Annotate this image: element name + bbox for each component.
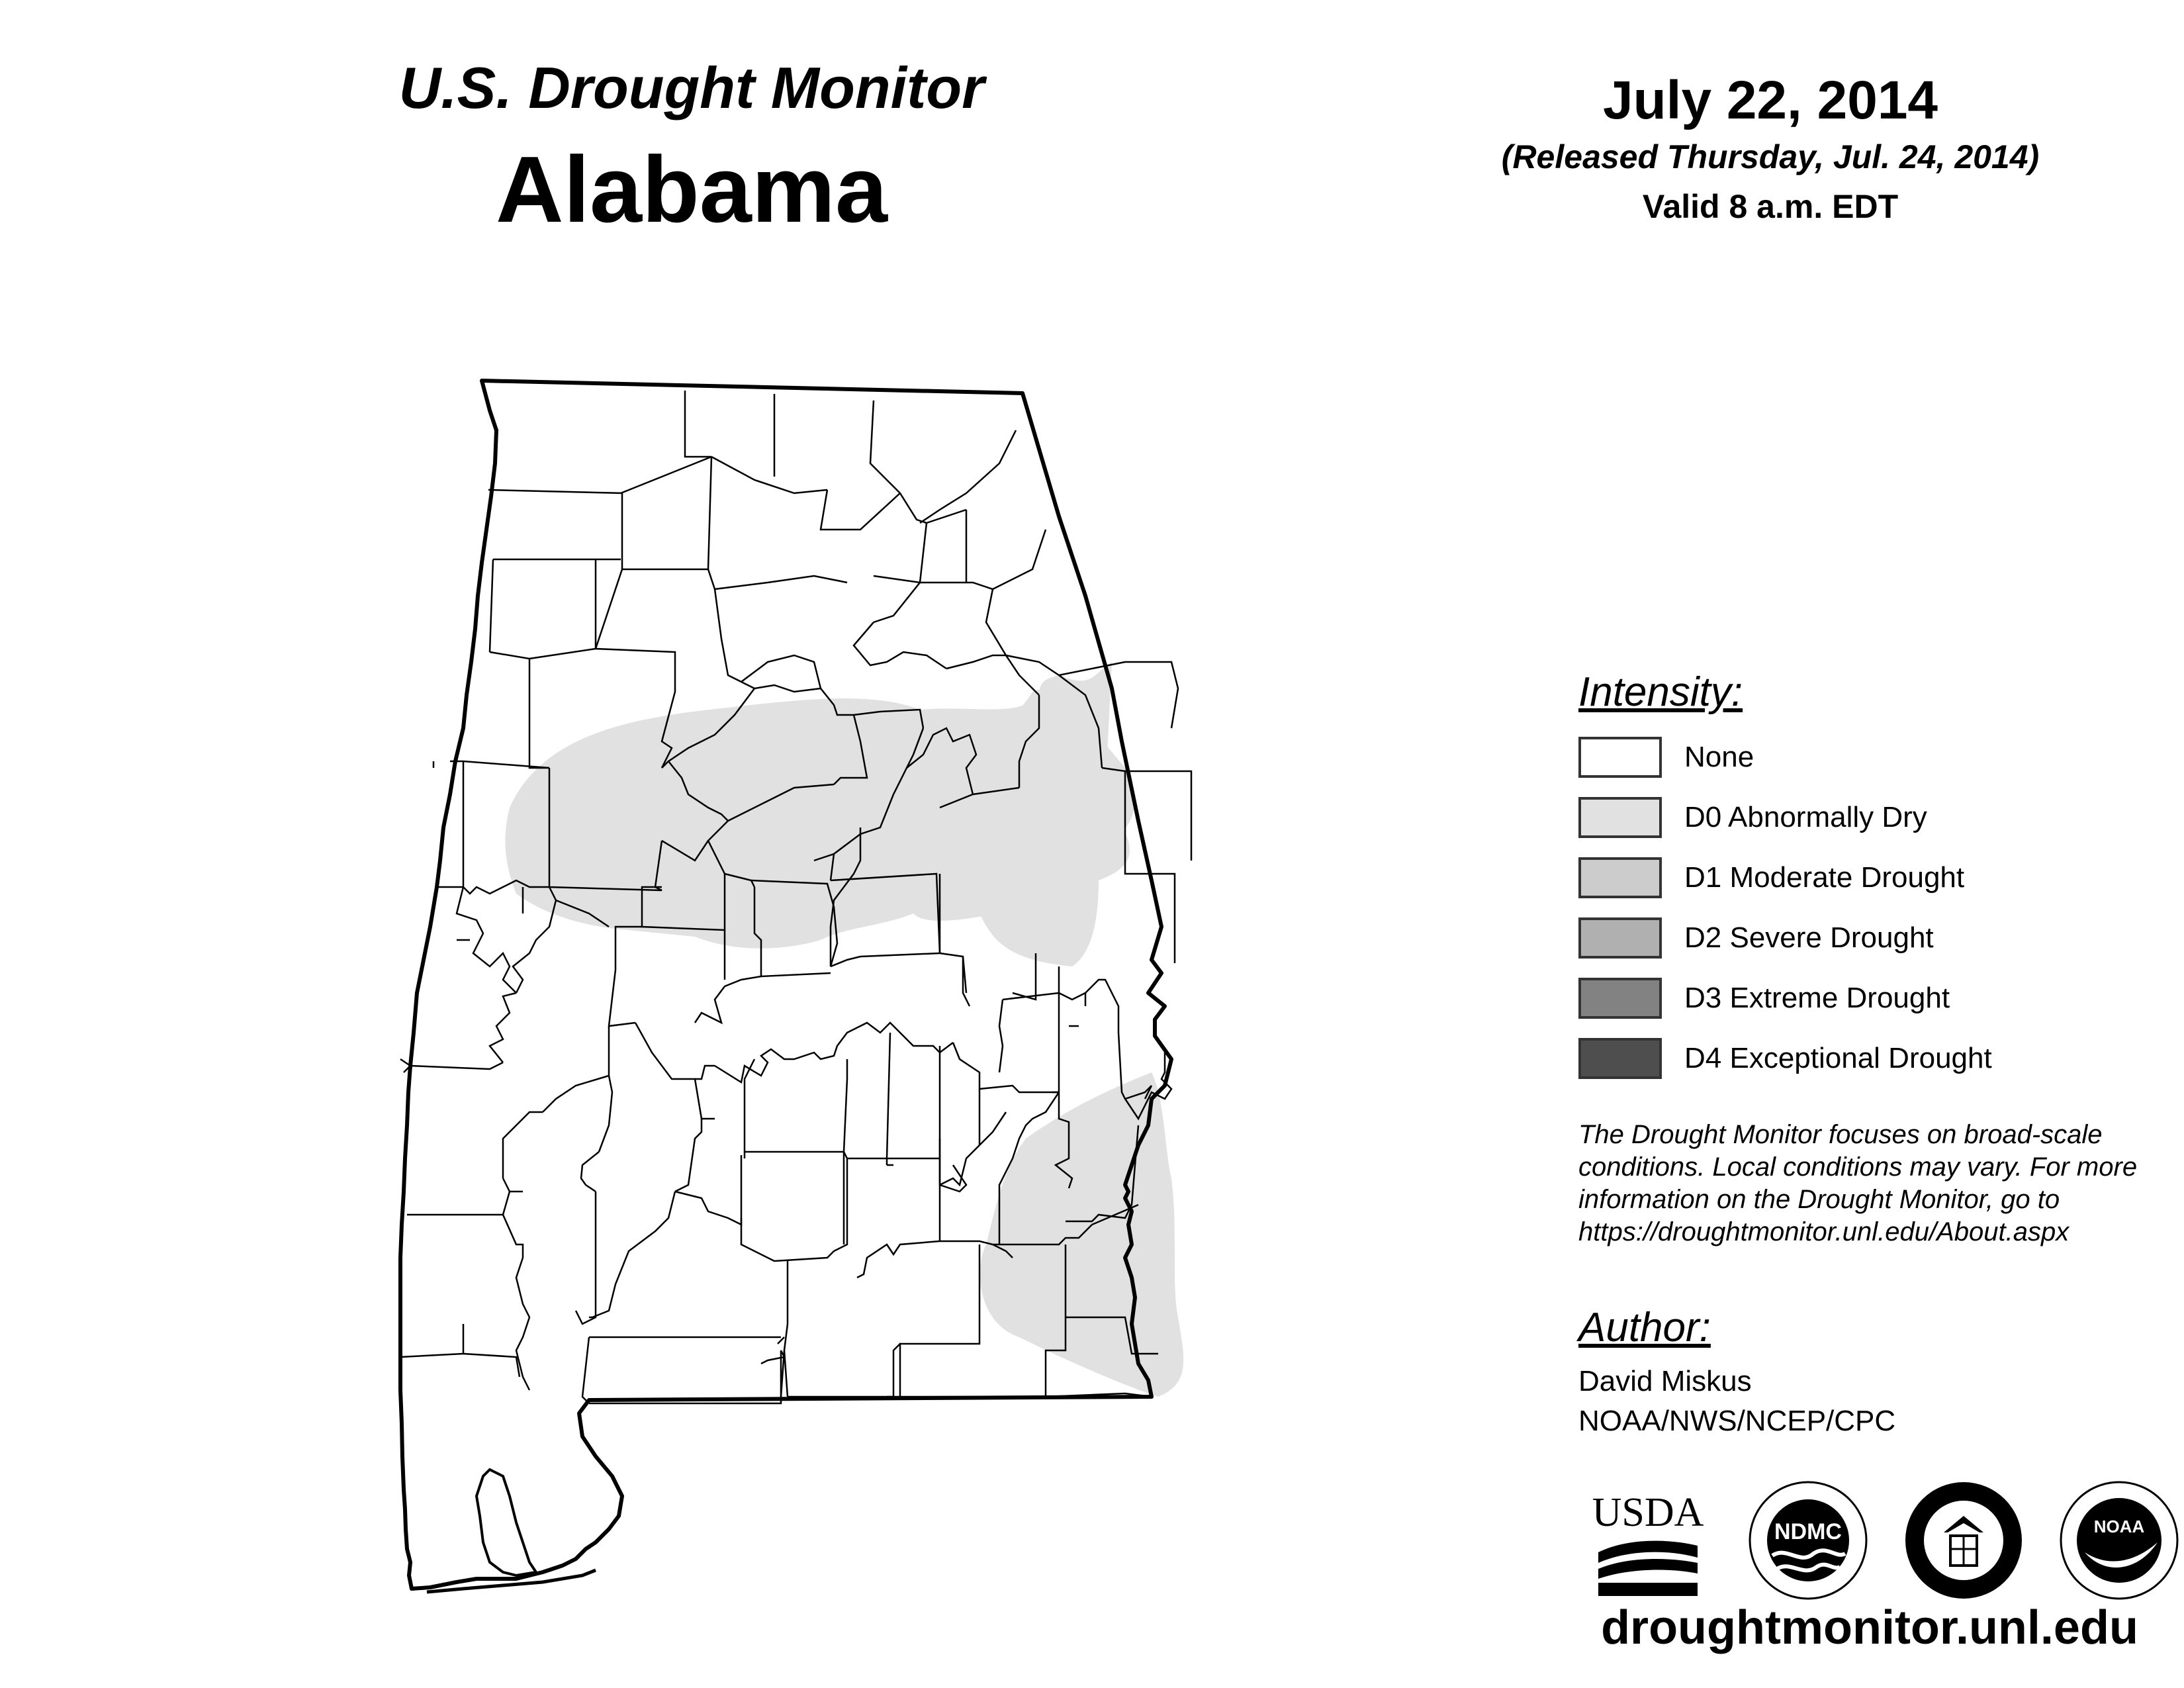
valid-time: Valid 8 a.m. EDT (1642, 188, 1899, 225)
legend-swatch (1578, 797, 1662, 838)
state-name: Alabama (496, 137, 887, 242)
legend-label: D0 Abnormally Dry (1684, 801, 1927, 833)
legend-label: D1 Moderate Drought (1684, 861, 1965, 894)
legend-swatch (1578, 737, 1662, 778)
drought-monitor-note: The Drought Monitor focuses on broad-scale conditions. Local conditions may vary. For more information on the Drought Monitor, go to https://droughtmonitor.unl.edu/About.aspx (1578, 1120, 2138, 1246)
author-title: Author: (1578, 1305, 1711, 1350)
legend-label: D3 Extreme Drought (1684, 982, 1950, 1014)
commerce-seal-logo (1903, 1479, 2025, 1602)
ndmc-logo (1747, 1479, 1870, 1602)
state-outline (400, 381, 1171, 1589)
map-title: U.S. Drought Monitor (398, 55, 985, 120)
drought-area-east (940, 662, 1130, 966)
noaa-logo-text: NOAA (2093, 1517, 2145, 1536)
author-name: David Miskus (1578, 1365, 1752, 1397)
mobile-bay (477, 1470, 536, 1575)
legend-label: None (1684, 741, 1754, 773)
author-org: NOAA/NWS/NCEP/CPC (1578, 1405, 1896, 1437)
legend-title: Intensity: (1578, 669, 1743, 715)
noaa-logo (2058, 1479, 2181, 1602)
release-date: (Released Thursday, Jul. 24, 2014) (1501, 138, 2040, 175)
map-date: July 22, 2014 (1602, 70, 1938, 130)
legend-swatch (1578, 1038, 1662, 1079)
legend-label: D2 Severe Drought (1684, 921, 1934, 954)
usda-logo (1592, 1479, 1704, 1602)
legend-label: D4 Exceptional Drought (1684, 1042, 1992, 1074)
legend-swatch (1578, 857, 1662, 898)
ndmc-logo-text: NDMC (1774, 1519, 1842, 1544)
legend-swatch (1578, 917, 1662, 959)
usda-logo-text: USDA (1592, 1490, 1704, 1535)
legend-swatch (1578, 978, 1662, 1019)
footer-url[interactable]: droughtmonitor.unl.edu (1601, 1601, 2138, 1654)
